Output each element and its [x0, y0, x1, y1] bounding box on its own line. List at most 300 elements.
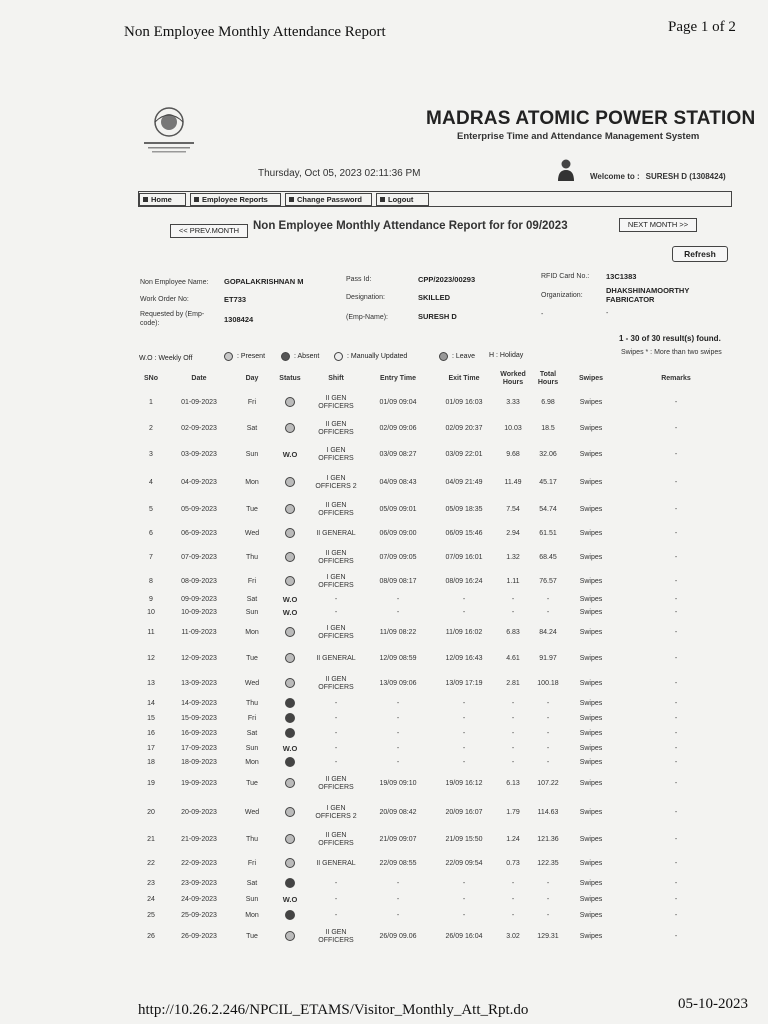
row-worked-hours: -	[511, 912, 515, 919]
row-remarks: -	[674, 596, 678, 603]
row-sno: 15	[147, 715, 155, 722]
row-swipes-link[interactable]: Swipes	[579, 578, 603, 585]
row-shift: II GEN OFFICERS	[318, 832, 354, 847]
footer-date: 05-10-2023	[678, 996, 748, 1012]
pass-id: CPP/2023/00293	[418, 275, 476, 284]
row-exit-time: 26/09 16:04	[445, 933, 483, 940]
row-date: 11-09-2023	[181, 629, 217, 636]
row-total-hours: 122.35	[537, 860, 559, 867]
row-status	[272, 798, 308, 828]
row-date: 14-09-2023	[181, 700, 217, 707]
row-status	[272, 570, 308, 594]
designation: SKILLED	[418, 293, 451, 302]
welcome-text	[590, 172, 726, 181]
row-total-hours: 129.31	[537, 933, 559, 940]
row-worked-hours: 1.24	[506, 836, 520, 843]
row-entry-time: 05/09 09:01	[379, 506, 417, 513]
work-order: ET733	[224, 295, 247, 304]
non-employee-name: GOPALAKRISHNAN M	[224, 277, 304, 286]
row-sno: 22	[147, 860, 155, 867]
row-entry-time: 03/09 08:27	[379, 451, 417, 458]
row-total-hours: 84.24	[539, 629, 557, 636]
col-date: Date	[191, 375, 207, 382]
table-row	[136, 876, 736, 892]
present-icon	[285, 627, 295, 637]
row-total-hours: -	[546, 730, 550, 737]
row-entry-time: -	[396, 896, 400, 903]
absent-icon	[285, 878, 295, 888]
row-sno: 5	[149, 506, 153, 513]
table-row	[136, 798, 736, 828]
designation-label: Designation:	[346, 294, 385, 301]
row-remarks: -	[674, 809, 678, 816]
row-sno: 13	[147, 680, 155, 687]
row-date: 22-09-2023	[181, 860, 217, 867]
nav-home-label: Home	[151, 194, 172, 204]
row-swipes-link[interactable]: Swipes	[579, 655, 603, 662]
table-row	[136, 620, 736, 646]
nav-change-password-label: Change Password	[297, 194, 363, 204]
row-swipes-link[interactable]: Swipes	[579, 554, 603, 561]
row-shift: -	[334, 609, 338, 616]
row-total-hours: 54.74	[539, 506, 557, 513]
row-exit-time: 03/09 22:01	[445, 451, 483, 458]
row-date: 09-09-2023	[181, 596, 217, 603]
row-entry-time: 22/09 08:55	[379, 860, 417, 867]
row-entry-time: 20/09 08:42	[379, 809, 417, 816]
legend-manual	[334, 352, 407, 361]
row-exit-time: 04/09 21:49	[445, 479, 483, 486]
row-swipes-link[interactable]: Swipes	[579, 715, 603, 722]
legend-absent-label: : Absent	[294, 353, 320, 360]
row-shift: -	[334, 896, 338, 903]
row-shift: II GEN OFFICERS	[318, 395, 354, 410]
weekly-off-text: W.O	[282, 894, 298, 904]
table-row	[136, 646, 736, 672]
row-shift: II GEN OFFICERS	[318, 776, 354, 791]
row-total-hours: 32.06	[539, 451, 557, 458]
row-date: 06-09-2023	[181, 530, 217, 537]
row-day: Tue	[246, 933, 258, 940]
row-remarks: -	[674, 759, 678, 766]
row-remarks: -	[674, 479, 678, 486]
row-sno: 18	[147, 759, 155, 766]
work-order-label: Work Order No:	[140, 296, 189, 303]
row-sno: 14	[147, 700, 155, 707]
row-swipes-link[interactable]: Swipes	[579, 700, 603, 707]
legend-weekly-off: W.O : Weekly Off	[139, 355, 193, 362]
present-icon	[285, 931, 295, 941]
col-entry-time: Entry Time	[379, 375, 417, 382]
row-total-hours: -	[546, 880, 550, 887]
row-exit-time: -	[462, 596, 466, 603]
dash-placeholder: -	[606, 310, 609, 317]
row-status	[272, 594, 308, 606]
row-entry-time: -	[396, 700, 400, 707]
row-remarks: -	[674, 700, 678, 707]
row-worked-hours: -	[511, 880, 515, 887]
table-row	[136, 498, 736, 522]
row-swipes-link[interactable]: Swipes	[579, 425, 603, 432]
reports-icon	[194, 197, 199, 202]
row-date: 16-09-2023	[181, 730, 217, 737]
row-worked-hours: 6.13	[506, 780, 520, 787]
row-date: 25-09-2023	[181, 912, 217, 919]
row-entry-time: 19/09 09:10	[379, 780, 417, 787]
row-day: Tue	[246, 506, 258, 513]
row-remarks: -	[674, 578, 678, 585]
row-entry-time: 08/09 08:17	[379, 578, 417, 585]
row-remarks: -	[674, 836, 678, 843]
row-swipes-link[interactable]: Swipes	[579, 451, 603, 458]
row-date: 23-09-2023	[181, 880, 217, 887]
row-remarks: -	[674, 730, 678, 737]
row-sno: 6	[149, 530, 153, 537]
row-exit-time: 08/09 16:24	[445, 578, 483, 585]
row-remarks: -	[674, 629, 678, 636]
row-swipes-link[interactable]: Swipes	[579, 912, 603, 919]
row-day: Tue	[246, 655, 258, 662]
row-status	[272, 712, 308, 726]
row-worked-hours: 7.54	[506, 506, 520, 513]
row-total-hours: 114.63	[537, 809, 559, 816]
row-status	[272, 726, 308, 742]
row-status	[272, 770, 308, 798]
row-worked-hours: 10.03	[504, 425, 522, 432]
row-shift: -	[334, 700, 338, 707]
row-day: Fri	[247, 399, 257, 406]
row-sno: 26	[147, 933, 155, 940]
row-remarks: -	[674, 554, 678, 561]
row-shift: -	[334, 745, 338, 752]
row-day: Thu	[245, 700, 259, 707]
row-swipes-link[interactable]: Swipes	[579, 609, 603, 616]
row-swipes-link[interactable]: Swipes	[579, 399, 603, 406]
next-month-button[interactable]: NEXT MONTH >>	[619, 218, 697, 232]
row-swipes-link[interactable]: Swipes	[579, 730, 603, 737]
absent-icon	[281, 352, 290, 361]
row-shift: II GENERAL	[316, 530, 356, 537]
present-icon	[285, 858, 295, 868]
row-exit-time: 12/09 16:43	[445, 655, 483, 662]
col-swipes: Swipes	[578, 375, 604, 382]
col-exit-time: Exit Time	[448, 375, 480, 382]
row-sno: 21	[147, 836, 155, 843]
col-total-hours: Total Hours	[537, 371, 559, 386]
row-remarks: -	[674, 912, 678, 919]
weekly-off-text: W.O	[282, 743, 298, 753]
absent-icon	[285, 910, 295, 920]
row-sno: 9	[149, 596, 153, 603]
result-count: 1 - 30 of 30 result(s) found.	[619, 334, 721, 343]
row-date: 18-09-2023	[181, 759, 217, 766]
row-date: 01-09-2023	[181, 399, 217, 406]
row-swipes-link[interactable]: Swipes	[579, 596, 603, 603]
row-day: Sat	[246, 425, 258, 432]
swipes-note: Swipes * : More than two swipes	[621, 349, 722, 356]
present-icon	[285, 552, 295, 562]
row-exit-time: -	[462, 759, 466, 766]
row-shift: I GEN OFFICERS	[318, 447, 354, 462]
report-title: Non Employee Monthly Attendance Report for for 09/2023	[253, 220, 568, 232]
row-remarks: -	[674, 399, 678, 406]
row-exit-time: -	[462, 700, 466, 707]
legend-manual-label: : Manually Updated	[347, 353, 408, 360]
row-exit-time: 05/09 18:35	[445, 506, 483, 513]
row-sno: 24	[147, 896, 155, 903]
present-icon	[285, 504, 295, 514]
row-entry-time: -	[396, 730, 400, 737]
row-status	[272, 756, 308, 770]
row-worked-hours: 2.81	[506, 680, 520, 687]
absent-icon	[285, 713, 295, 723]
row-worked-hours: -	[511, 730, 515, 737]
row-sno: 20	[147, 809, 155, 816]
row-sno: 17	[147, 745, 155, 752]
present-icon	[285, 576, 295, 586]
row-status	[272, 892, 308, 908]
row-sno: 3	[149, 451, 153, 458]
row-swipes-link[interactable]: Swipes	[579, 896, 603, 903]
table-row	[136, 468, 736, 498]
row-worked-hours: -	[511, 715, 515, 722]
logout-icon	[380, 197, 385, 202]
row-remarks: -	[674, 896, 678, 903]
col-shift: Shift	[328, 375, 344, 382]
row-entry-time: 01/09 09:04	[379, 399, 417, 406]
legend-present	[224, 352, 265, 361]
nav-logout[interactable]	[376, 193, 429, 206]
row-day: Sat	[246, 880, 258, 887]
row-shift: -	[334, 912, 338, 919]
row-shift: II GENERAL	[316, 655, 356, 662]
legend-present-label: : Present	[237, 353, 266, 360]
row-shift: -	[334, 715, 338, 722]
absent-icon	[285, 728, 295, 738]
row-day: Fri	[247, 860, 257, 867]
row-entry-time: 11/09 08:22	[379, 629, 417, 636]
row-worked-hours: -	[511, 596, 515, 603]
row-remarks: -	[674, 425, 678, 432]
row-day: Wed	[244, 680, 260, 687]
row-date: 17-09-2023	[181, 745, 217, 752]
weekly-off-text: W.O	[282, 594, 298, 604]
table-row	[136, 852, 736, 876]
row-status	[272, 620, 308, 646]
rfid-value: 13C1383	[606, 272, 637, 281]
nav-employee-reports[interactable]	[190, 193, 281, 206]
present-icon	[285, 528, 295, 538]
attendance-table-body	[136, 390, 736, 950]
row-entry-time: 02/09 09:06	[379, 425, 417, 432]
row-day: Sat	[246, 730, 258, 737]
row-status	[272, 742, 308, 756]
row-worked-hours: 1.11	[506, 578, 520, 585]
row-entry-time: -	[396, 912, 400, 919]
row-swipes-link[interactable]: Swipes	[579, 836, 603, 843]
row-total-hours: -	[546, 896, 550, 903]
row-day: Thu	[245, 554, 259, 561]
row-swipes-link[interactable]: Swipes	[579, 506, 603, 513]
row-exit-time: 06/09 15:46	[445, 530, 483, 537]
row-shift: II GEN OFFICERS	[318, 676, 354, 691]
row-status	[272, 908, 308, 924]
row-day: Sun	[245, 609, 259, 616]
row-swipes-link[interactable]: Swipes	[579, 780, 603, 787]
row-day: Sun	[245, 451, 259, 458]
row-remarks: -	[674, 506, 678, 513]
row-total-hours: -	[546, 912, 550, 919]
row-swipes-link[interactable]: Swipes	[579, 759, 603, 766]
row-remarks: -	[674, 860, 678, 867]
row-status	[272, 672, 308, 696]
row-swipes-link[interactable]: Swipes	[579, 933, 603, 940]
row-exit-time: -	[462, 609, 466, 616]
row-sno: 19	[147, 780, 155, 787]
emp-name-label: (Emp-Name):	[346, 314, 389, 321]
row-worked-hours: 3.02	[506, 933, 520, 940]
row-swipes-link[interactable]: Swipes	[579, 479, 603, 486]
row-swipes-link[interactable]: Swipes	[579, 809, 603, 816]
row-status	[272, 852, 308, 876]
present-icon	[285, 653, 295, 663]
row-entry-time: 04/09 08:43	[379, 479, 417, 486]
row-total-hours: 61.51	[539, 530, 557, 537]
row-day: Thu	[245, 836, 259, 843]
row-worked-hours: 9.68	[506, 451, 520, 458]
table-row	[136, 416, 736, 442]
row-entry-time: -	[396, 715, 400, 722]
row-total-hours: -	[546, 759, 550, 766]
nav-home[interactable]	[139, 193, 186, 206]
site-title: MADRAS ATOMIC POWER STATION	[426, 108, 756, 129]
row-worked-hours: 3.33	[506, 399, 520, 406]
row-sno: 4	[149, 479, 153, 486]
row-status	[272, 924, 308, 950]
page-number: Page 1 of 2	[668, 19, 736, 35]
row-total-hours: -	[546, 715, 550, 722]
row-date: 04-09-2023	[181, 479, 217, 486]
rfid-label: RFID Card No.:	[541, 273, 590, 280]
row-exit-time: -	[462, 912, 466, 919]
row-exit-time: 19/09 16:12	[445, 780, 483, 787]
legend-holiday: H : Holiday	[489, 352, 524, 359]
row-total-hours: -	[546, 745, 550, 752]
row-worked-hours: 1.32	[506, 554, 520, 561]
row-day: Fri	[247, 715, 257, 722]
row-shift: I GEN OFFICERS 2	[315, 805, 357, 820]
row-exit-time: -	[462, 715, 466, 722]
row-exit-time: 02/09 20:37	[445, 425, 483, 432]
footer-url: http://10.26.2.246/NPCIL_ETAMS/Visitor_Monthly_Att_Rpt.do	[138, 1002, 529, 1018]
row-shift: I GEN OFFICERS 2	[315, 475, 357, 490]
prev-month-button[interactable]: << PREV.MONTH	[170, 224, 248, 238]
site-subtitle: Enterprise Time and Attendance Management System	[457, 131, 700, 142]
row-exit-time: -	[462, 880, 466, 887]
row-day: Mon	[245, 912, 259, 919]
row-worked-hours: 0.73	[506, 860, 520, 867]
npcil-logo	[138, 100, 200, 158]
col-worked-hours: Worked Hours	[500, 371, 526, 386]
row-date: 12-09-2023	[181, 655, 217, 662]
row-day: Sun	[245, 896, 259, 903]
row-sno: 25	[147, 912, 155, 919]
row-exit-time: 01/09 16:03	[445, 399, 483, 406]
row-total-hours: 100.18	[537, 680, 559, 687]
row-shift: I GEN OFFICERS	[318, 625, 354, 640]
row-date: 10-09-2023	[181, 609, 217, 616]
row-entry-time: -	[396, 609, 400, 616]
refresh-button[interactable]: Refresh	[672, 246, 728, 262]
row-shift: -	[334, 880, 338, 887]
absent-icon	[285, 757, 295, 767]
row-day: Mon	[245, 479, 259, 486]
row-entry-time: -	[396, 759, 400, 766]
nav-change-password[interactable]	[285, 193, 372, 206]
row-sno: 1	[149, 399, 153, 406]
row-sno: 16	[147, 730, 155, 737]
row-shift: -	[334, 596, 338, 603]
row-total-hours: 107.22	[537, 780, 559, 787]
row-swipes-link[interactable]: Swipes	[579, 745, 603, 752]
table-row	[136, 570, 736, 594]
row-swipes-link[interactable]: Swipes	[579, 680, 603, 687]
row-date: 20-09-2023	[181, 809, 217, 816]
row-total-hours: 45.17	[539, 479, 557, 486]
requested-by: 1308424	[224, 315, 254, 324]
row-status	[272, 646, 308, 672]
row-swipes-link[interactable]: Swipes	[579, 629, 603, 636]
row-date: 07-09-2023	[181, 554, 217, 561]
row-total-hours: -	[546, 596, 550, 603]
row-entry-time: 26/09 09.06	[379, 933, 417, 940]
requested-by-label: Requested by (Emp-code):	[140, 311, 205, 327]
password-icon	[289, 197, 294, 202]
row-entry-time: -	[396, 596, 400, 603]
row-status	[272, 498, 308, 522]
row-status	[272, 696, 308, 712]
row-entry-time: 13/09 09:06	[379, 680, 417, 687]
table-row	[136, 756, 736, 770]
present-icon	[285, 477, 295, 487]
emp-name: SURESH D	[418, 312, 457, 321]
row-swipes-link[interactable]: Swipes	[579, 530, 603, 537]
row-date: 26-09-2023	[181, 933, 217, 940]
row-total-hours: 121.36	[537, 836, 559, 843]
row-shift: II GEN OFFICERS	[318, 502, 354, 517]
leave-icon	[439, 352, 448, 361]
col-sno: SNo	[144, 375, 158, 382]
legend-leave	[439, 352, 475, 361]
table-row	[136, 696, 736, 712]
row-remarks: -	[674, 680, 678, 687]
row-exit-time: 11/09 16:02	[445, 629, 483, 636]
row-entry-time: -	[396, 745, 400, 752]
row-exit-time: 22/09 09:54	[445, 860, 483, 867]
weekly-off-text: W.O	[282, 449, 298, 459]
row-shift: II GEN OFFICERS	[318, 421, 354, 436]
row-sno: 12	[147, 655, 155, 662]
present-icon	[224, 352, 233, 361]
row-exit-time: 20/09 16:07	[445, 809, 483, 816]
row-shift: -	[334, 759, 338, 766]
row-exit-time: -	[462, 730, 466, 737]
row-swipes-link[interactable]: Swipes	[579, 880, 603, 887]
row-entry-time: 21/09 09:07	[379, 836, 417, 843]
row-swipes-link[interactable]: Swipes	[579, 860, 603, 867]
row-date: 15-09-2023	[181, 715, 217, 722]
row-remarks: -	[674, 933, 678, 940]
